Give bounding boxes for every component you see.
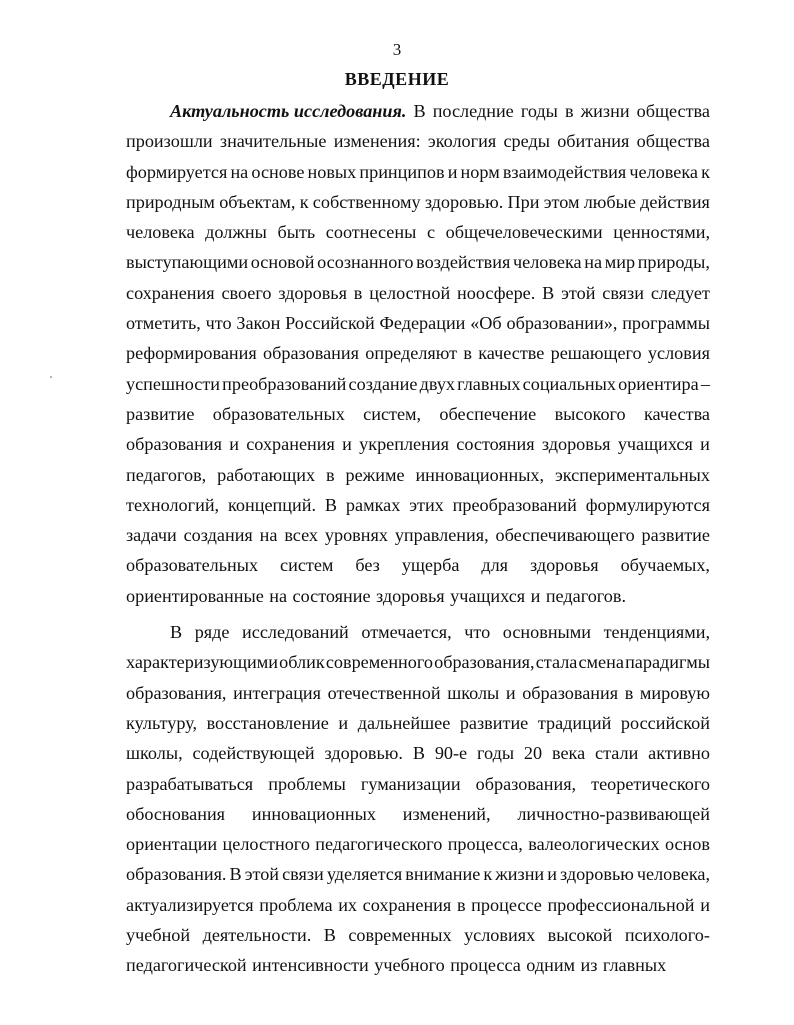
text-line: технологий, концепций. В рамках этих преобразований формулируются [126,494,710,515]
text-line: образования и сохранения и укрепления состояния здоровья учащихся и [126,434,710,455]
text-line: произошли значительные изменения: экология среды обитания общества [126,131,710,152]
text-line: характеризующими облик современного образования, стала смена парадигмы [126,652,710,673]
text-line: обоснования инновационных изменений, личностно-развивающей [126,803,710,824]
text-line: педагогической интенсивности учебного процесса одним из главных [126,955,667,976]
text-line: разрабатываться проблемы гуманизации образования, теоретического [126,773,710,794]
text-line: образования. В этой связи уделяется внимание к жизни и здоровью человека, [126,864,710,885]
lead-phrase: Актуальность исследования. [170,101,407,121]
text-line: ориентированные на состояние здоровья учащихся и педагогов. [126,585,627,606]
text-line: ориентации целостного педагогического процесса, валеологических основ [126,834,710,855]
text-line: задачи создания на всех уровнях управления, обеспечивающего развитие [126,525,710,546]
text-line: педагогов, работающих в режиме инновационных, экспериментальных [126,464,710,485]
section-heading: ВВЕДЕНИЕ [344,69,450,89]
text-line: человека должны быть соотнесены с общечеловеческими ценностями, [126,222,710,243]
text-line: культуру, восстановление и дальнейшее развитие традиций российской [126,712,710,733]
text-line: сохранения своего здоровья в целостной ноосфере. В этой связи следует [126,282,710,303]
paragraph-relevance [126,96,710,611]
paragraph-trends [126,617,710,981]
text-line: Актуальность исследования. В последние годы в жизни общества [126,96,710,126]
text-line: актуализируется проблема их сохранения в процессе профессиональной и [126,894,710,915]
text-line: развитие образовательных систем, обеспечение высокого качества [126,403,710,424]
text-line: природным объектам, к собственному здоровью. При этом любые действия [126,191,710,212]
text-line: успешности преобразований создание двух главных социальных ориентира – [126,373,710,394]
text-line: реформирования образования определяют в качестве решающего условия [126,343,710,364]
text-line: образовательных систем без ущерба для здоровья обучаемых, [126,555,710,576]
scan-speck [50,376,52,378]
text-line: отметить, что Закон Российской Федерации «Об образовании», программы [126,313,710,334]
text-line: выступающими основой осознанного воздействия человека на мир природы, [126,252,710,273]
page-number: 3 [392,40,402,59]
text-line: школы, содействующей здоровью. В 90-е годы 20 века стали активно [126,743,710,764]
text-line: образования, интеграция отечественной школы и образования в мировую [126,682,710,703]
text-line: формируется на основе новых принципов и норм взаимодействия человека к [126,161,710,182]
body-text [126,96,710,981]
text-line: учебной деятельности. В современных условиях высокой психолого- [126,925,710,946]
text-line: В ряде исследований отмечается, что основными тенденциями, [170,622,710,643]
